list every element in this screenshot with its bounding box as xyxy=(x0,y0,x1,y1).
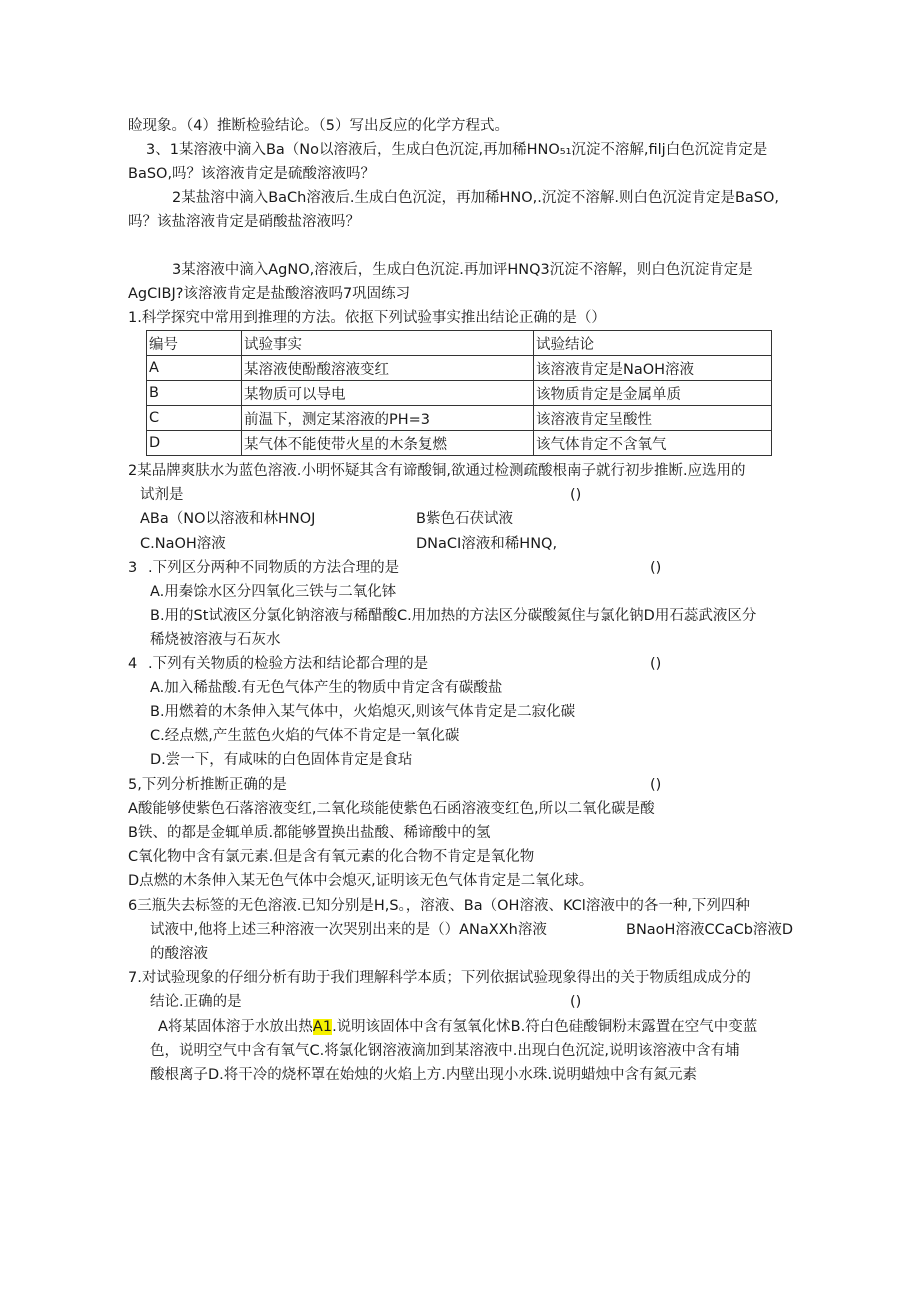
q3-option-b-cont: 稀烧被溶液与石灰水 xyxy=(150,632,281,648)
table-header-row xyxy=(147,331,772,356)
q4-stem: .下列有关物质的检验方法和结论都合理的是 xyxy=(148,656,429,672)
q5-stem: 5,下列分析推断正确的是 xyxy=(128,777,287,793)
table-cell: 某气体不能使带火星的木条复燃 xyxy=(242,431,534,456)
q2-option-c: C.NaOH溶液 xyxy=(140,536,226,552)
table-cell: 某溶液使酚酸溶液变红 xyxy=(242,356,534,381)
table-cell: B xyxy=(147,381,242,406)
q4-number: 4 xyxy=(128,656,138,672)
q4-option-b: B.用燃着的木条伸入某气体中，火焰熄灭,则该气体肯定是二寂化碳 xyxy=(150,704,576,720)
table-row xyxy=(147,356,772,381)
table-cell: A xyxy=(147,356,242,381)
intro-p3-1a: 3、1某溶液中滴入Ba（No以溶液后，生成白色沉淀,再加稀HNO₅₁沉淀不溶解,filj白色沉淀肯定是 xyxy=(146,142,768,158)
q3-stem: .下列区分两种不同物质的方法合理的是 xyxy=(148,560,400,576)
table-cell: 前温下，测定某溶液的PH=3 xyxy=(242,406,534,431)
q2-stem2: 试剂是 xyxy=(140,487,184,503)
q6-stem2: 试液中,他将上述三种溶液一次哭别出来的是（）ANaXXh溶液 xyxy=(150,922,547,938)
q6-stem2b: BNaoH溶液CCaCb溶液D xyxy=(626,922,794,938)
highlighted-text: A1 xyxy=(312,1019,333,1035)
q2-answer-paren: () xyxy=(570,487,582,503)
table-cell: C xyxy=(147,406,242,431)
q7-answer-paren: () xyxy=(570,994,582,1010)
q5-answer-paren: () xyxy=(650,777,662,793)
q7-stem2: 结论.正确的是 xyxy=(150,994,242,1010)
q7-options-line3: 酸根离子D.将干冷的烧杯罩在始烛的火焰上方.内壁出现小水珠.说明蜡烛中含有氮元素 xyxy=(150,1067,697,1083)
table-cell: 某物质可以导电 xyxy=(242,381,534,406)
table-cell: 该溶液肯定是NaOH溶液 xyxy=(534,356,772,381)
table-header-cell: 编号 xyxy=(147,331,242,356)
table-header-cell: 试验事实 xyxy=(242,331,534,356)
q3-answer-paren: () xyxy=(650,560,662,576)
q2-stem: 2某品牌爽肤水为蓝色溶液.小明怀疑其含有谛酸铜,欲通过检测疏酸根南子就行初步推断.应选用的 xyxy=(128,463,746,479)
q5-option-c: C氧化物中含有氯元素.但是含有氧元素的化合物不肯定是氧化物 xyxy=(128,849,535,865)
q4-option-c: C.经点燃,产生蓝色火焰的气体不肯定是一氧化碳 xyxy=(150,728,460,744)
table-row xyxy=(147,406,772,431)
table-cell: 该物质肯定是金属单质 xyxy=(534,381,772,406)
q1-stem: 1.科学探究中常用到推理的方法。依抠下列试验事实推出结论正确的是（） xyxy=(128,310,606,326)
q5-option-a: A酸能够使紫色石落溶液变红,二氧化琰能使紫色石函溶液变红色,所以二氧化碳是酸 xyxy=(128,801,655,817)
q6-stem3: 的酸溶液 xyxy=(150,946,208,962)
q3-option-a: A.用秦馀水区分四氧化三铁与二氧化钵 xyxy=(150,584,397,600)
q6-stem: 6三瓶失去标签的无色溶液.已知分别是H,S。，溶液、Ba（OH溶液、KCl溶液中的各一种,下列四种 xyxy=(128,898,750,914)
q4-answer-paren: () xyxy=(650,656,662,672)
q5-option-b: B铁、的都是金辄单质.都能够置换出盐酸、稀谛酸中的氢 xyxy=(128,825,491,841)
q7-line1-part-a: A将某固体溶于水放出热 xyxy=(158,1019,313,1035)
table-row xyxy=(147,381,772,406)
intro-p3-3a: 3某溶液中滴入AgNO,溶液后，生成白色沉淀.再加评HNQ3沉淀不溶解，则白色沉淀肯定是 xyxy=(172,262,753,278)
table-cell: D xyxy=(147,431,242,456)
intro-p3-2a: 2某盐溶中滴入BaCh溶液后.生成白色沉淀，再加稀HNO,.沉淀不溶解.则白色沉淀肯定是BaSO, xyxy=(172,190,780,206)
q2-option-a: ABa（NO以溶液和林HNOJ xyxy=(140,511,316,527)
table-cell: 该气体肯定不含氧气 xyxy=(534,431,772,456)
intro-line: 睑现象。（4）推断检验结论。（5）写出反应的化学方程式。 xyxy=(128,118,509,134)
intro-p3-3b: AgCIBJ?该溶液肯定是盐酸溶液吗7巩固练习 xyxy=(128,286,411,302)
intro-p3-1b: BaSO,吗？该溶液肯定是硫酸溶液吗？ xyxy=(128,166,376,182)
q7-options-line2: 色，说明空气中含有氧气C.将氯化钢溶液滴加到某溶液中.出现白色沉淀,说明该溶液中含有埔 xyxy=(150,1043,740,1059)
q2-option-b: B紫色石茯试液 xyxy=(416,511,513,527)
q7-stem: 7.对试验现象的仔细分析有助于我们理解科学本质；下列依据试验现象得出的关于物质组成成分的 xyxy=(128,970,751,986)
q7-line1-part-b: .说明该固体中含有氢氧化怵B.符白色硅酸铜粉末露置在空气中变蓝 xyxy=(332,1019,758,1035)
q4-option-d: D.尝一下，有咸味的白色固体肯定是食玷 xyxy=(150,752,413,768)
q4-option-a: A.加入稀盐酸.有无色气体产生的物质中肯定含有碳酸盐 xyxy=(150,680,503,696)
q5-option-d: D点燃的木条伸入某无色气体中会熄灭,证明该无色气体肯定是二氧化球。 xyxy=(128,873,594,889)
table-cell: 该溶液肯定呈酸性 xyxy=(534,406,772,431)
table-row xyxy=(147,431,772,456)
q3-option-b: B.用的St试液区分氯化钠溶液与稀醋酸C.用加热的方法区分碳酸氮住与氯化钠D用石蕊武液区分 xyxy=(150,608,757,624)
q2-option-d: DNaCI溶液和稀HNQ, xyxy=(416,536,558,552)
q3-number: 3 xyxy=(128,560,138,576)
q1-table xyxy=(146,330,772,456)
table-header-cell: 试验结论 xyxy=(534,331,772,356)
q7-options-line1 xyxy=(158,1018,757,1036)
intro-p3-2b: 吗？该盐溶液肯定是硝酸盐溶液吗？ xyxy=(128,214,360,230)
